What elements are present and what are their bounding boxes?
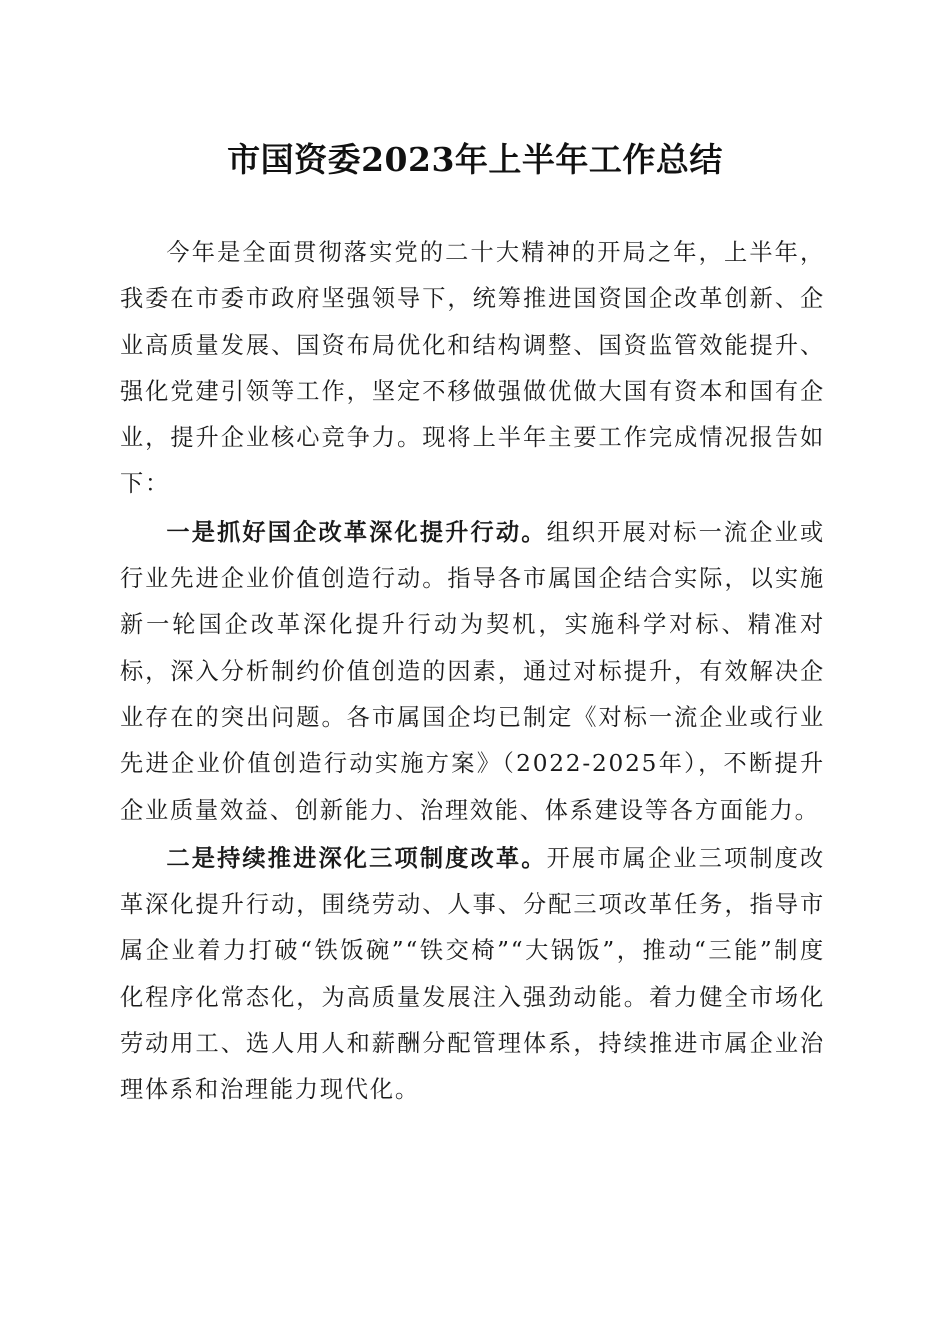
intro-paragraph: 今年是全面贯彻落实党的二十大精神的开局之年，上半年，我委在市委市政府坚强领导下，统筹推进国资国企改革创新、企业高质量发展、国资布局优化和结构调整、国资监管效能提升、强化党建引领等工作，坚定不移做强做优做大国有资本和国有企业，提升企业核心竞争力。现将上半年主要工作完成情况报告如下： bbox=[120, 239, 825, 498]
section-paragraph-2 bbox=[120, 836, 825, 1114]
section-paragraph-1 bbox=[120, 510, 825, 834]
section-text-2: 开展市属企业三项制度改革深化提升行动，围绕劳动、人事、分配三项改革任务，指导市属企业着力打破“铁饭碗”“铁交椅”“大锅饭”，推动“三能”制度化程序化常态化，为高质量发展注入强劲动能。着力健全市场化劳动用工、选人用人和薪酬分配管理体系，持续推进市属企业治理体系和治理能力现代化。 bbox=[120, 844, 825, 1104]
document-body bbox=[120, 230, 825, 1114]
section-text-1: 组织开展对标一流企业或行业先进企业价值创造行动。指导各市属国企结合实际，以实施新一轮国企改革深化提升行动为契机，实施科学对标、精准对标，深入分析制约价值创造的因素，通过对标提升，有效解决企业存在的突出问题。各市属国企均已制定《对标一流企业或行业先进企业价值创造行动实施方案》（2022-2025年），不断提升企业质量效益、创新能力、治理效能、体系建设等各方面能力。 bbox=[120, 518, 825, 824]
section-heading-1: 一是抓好国企改革深化提升行动。 bbox=[166, 518, 547, 546]
document-title: 市国资委2023年上半年工作总结 bbox=[227, 140, 723, 179]
section-heading-2: 二是持续推进深化三项制度改革。 bbox=[166, 844, 547, 872]
